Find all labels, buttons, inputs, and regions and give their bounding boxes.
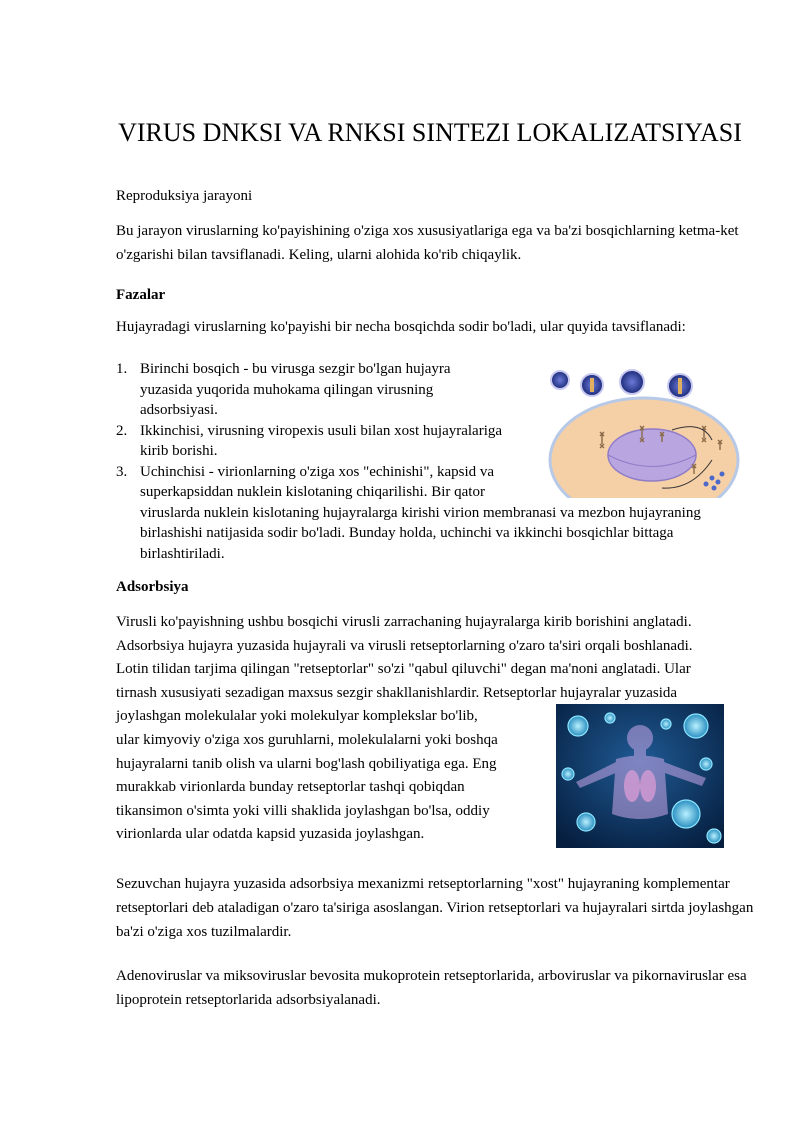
body-viruses-illustration [556, 704, 724, 848]
virus-cell-illustration [542, 360, 740, 498]
section-heading-phases: Fazalar [116, 287, 166, 303]
adsorption-paragraph-2: Sezuvchan hujayra yuzasida adsorbsiya mexanizmi retseptorlarning "xost" hujayraning komplementar retseptorlari deb ataladigan o'zaro ta'siriga asoslangan. Virion retseptorlari va hujayralari sirtda joylashgan ba'zi o'ziga xos tuzilmalardir. [116, 876, 754, 940]
list-item: 1. Birinchi bosqich - bu virusga sezgir bo'lgan hujayra yuzasida yuqorida muhokama qilingan virusning adsorbsiyasi. [116, 361, 451, 418]
section-heading-adsorption: Adsorbsiya [116, 579, 189, 595]
phases-lead: Hujayradagi viruslarning ko'payishi bir necha bosqichda sodir bo'ladi, ular quyida tavsiflanadi: [116, 319, 686, 335]
intro-paragraph: Bu jarayon viruslarning ko'payishining o'ziga xos xususiyatlariga ega va ba'zi bosqichlarning ketma-ket o'zgarishi bilan tavsiflanadi. Keling, ularni alohida ko'rib chiqaylik. [116, 223, 739, 263]
virus-particle-icon [551, 371, 569, 389]
list-item: 2. Ikkinchisi, virusning viropexis usuli bilan xost hujayralariga kirib borishi. [116, 422, 503, 459]
list-item: 3. Uchinchisi - virionlarning o'ziga xos "echinishi", kapsid va superkapsiddan nuklein kislotaning chiqarilishi. Bir qator viruslarda nuklein kislotaning hujayralarga kirishi virion membranasi va mezbon hujayraning birlashishi natijasida sodir bo'ladi. Bunday holda, uchinchi va ikkinchi bosqichlar bittaga birlashtiriladi. [116, 463, 701, 562]
page-title: VIRUS DNKSI VA RNKSI SINTEZI LOKALIZATSIYASI [118, 118, 742, 147]
adsorption-paragraph-1: Virusli ko'payishning ushbu bosqichi virusli zarrachaning hujayralarga kirib borishini anglatadi. Adsorbsiya hujayra yuzasida hujayrali va virusli retseptorlarning o'zaro ta'siri orqali boshlanadi. Lotin tilidan tarjima qilingan "retseptorlar" so'zi "qabul qiluvchi" degan ma'noni anglatadi. Ular tirnash xususiyati sezadigan maxsus sezgir shakllanishlardir. Retseptorlar hujayralar yuzasida joylashgan molekulalar yoki molekulyar komplekslar bo'lib, ular kimyoviy o'ziga xos guruhlarni, molekulalarni yoki boshqa hujayralarni tanib olish va ularni bog'lash qobiliyatiga ega. Eng murakkab virionlarda bunday retseptorlar tashqi qobiqdan tikansimon o'simta yoki villi shaklida joylashgan bo'lsa, oddiy virionlarda ular odatda kapsid yuzasida joylashgan. [116, 614, 693, 843]
adsorption-paragraph-3: Adenoviruslar va miksoviruslar bevosita mukoprotein retseptorlarida, arboviruslar va pikornaviruslar esa lipoprotein retseptorlarida adsorbsiyalanadi. [116, 968, 747, 1008]
subtitle: Reproduksiya jarayoni [116, 188, 253, 204]
